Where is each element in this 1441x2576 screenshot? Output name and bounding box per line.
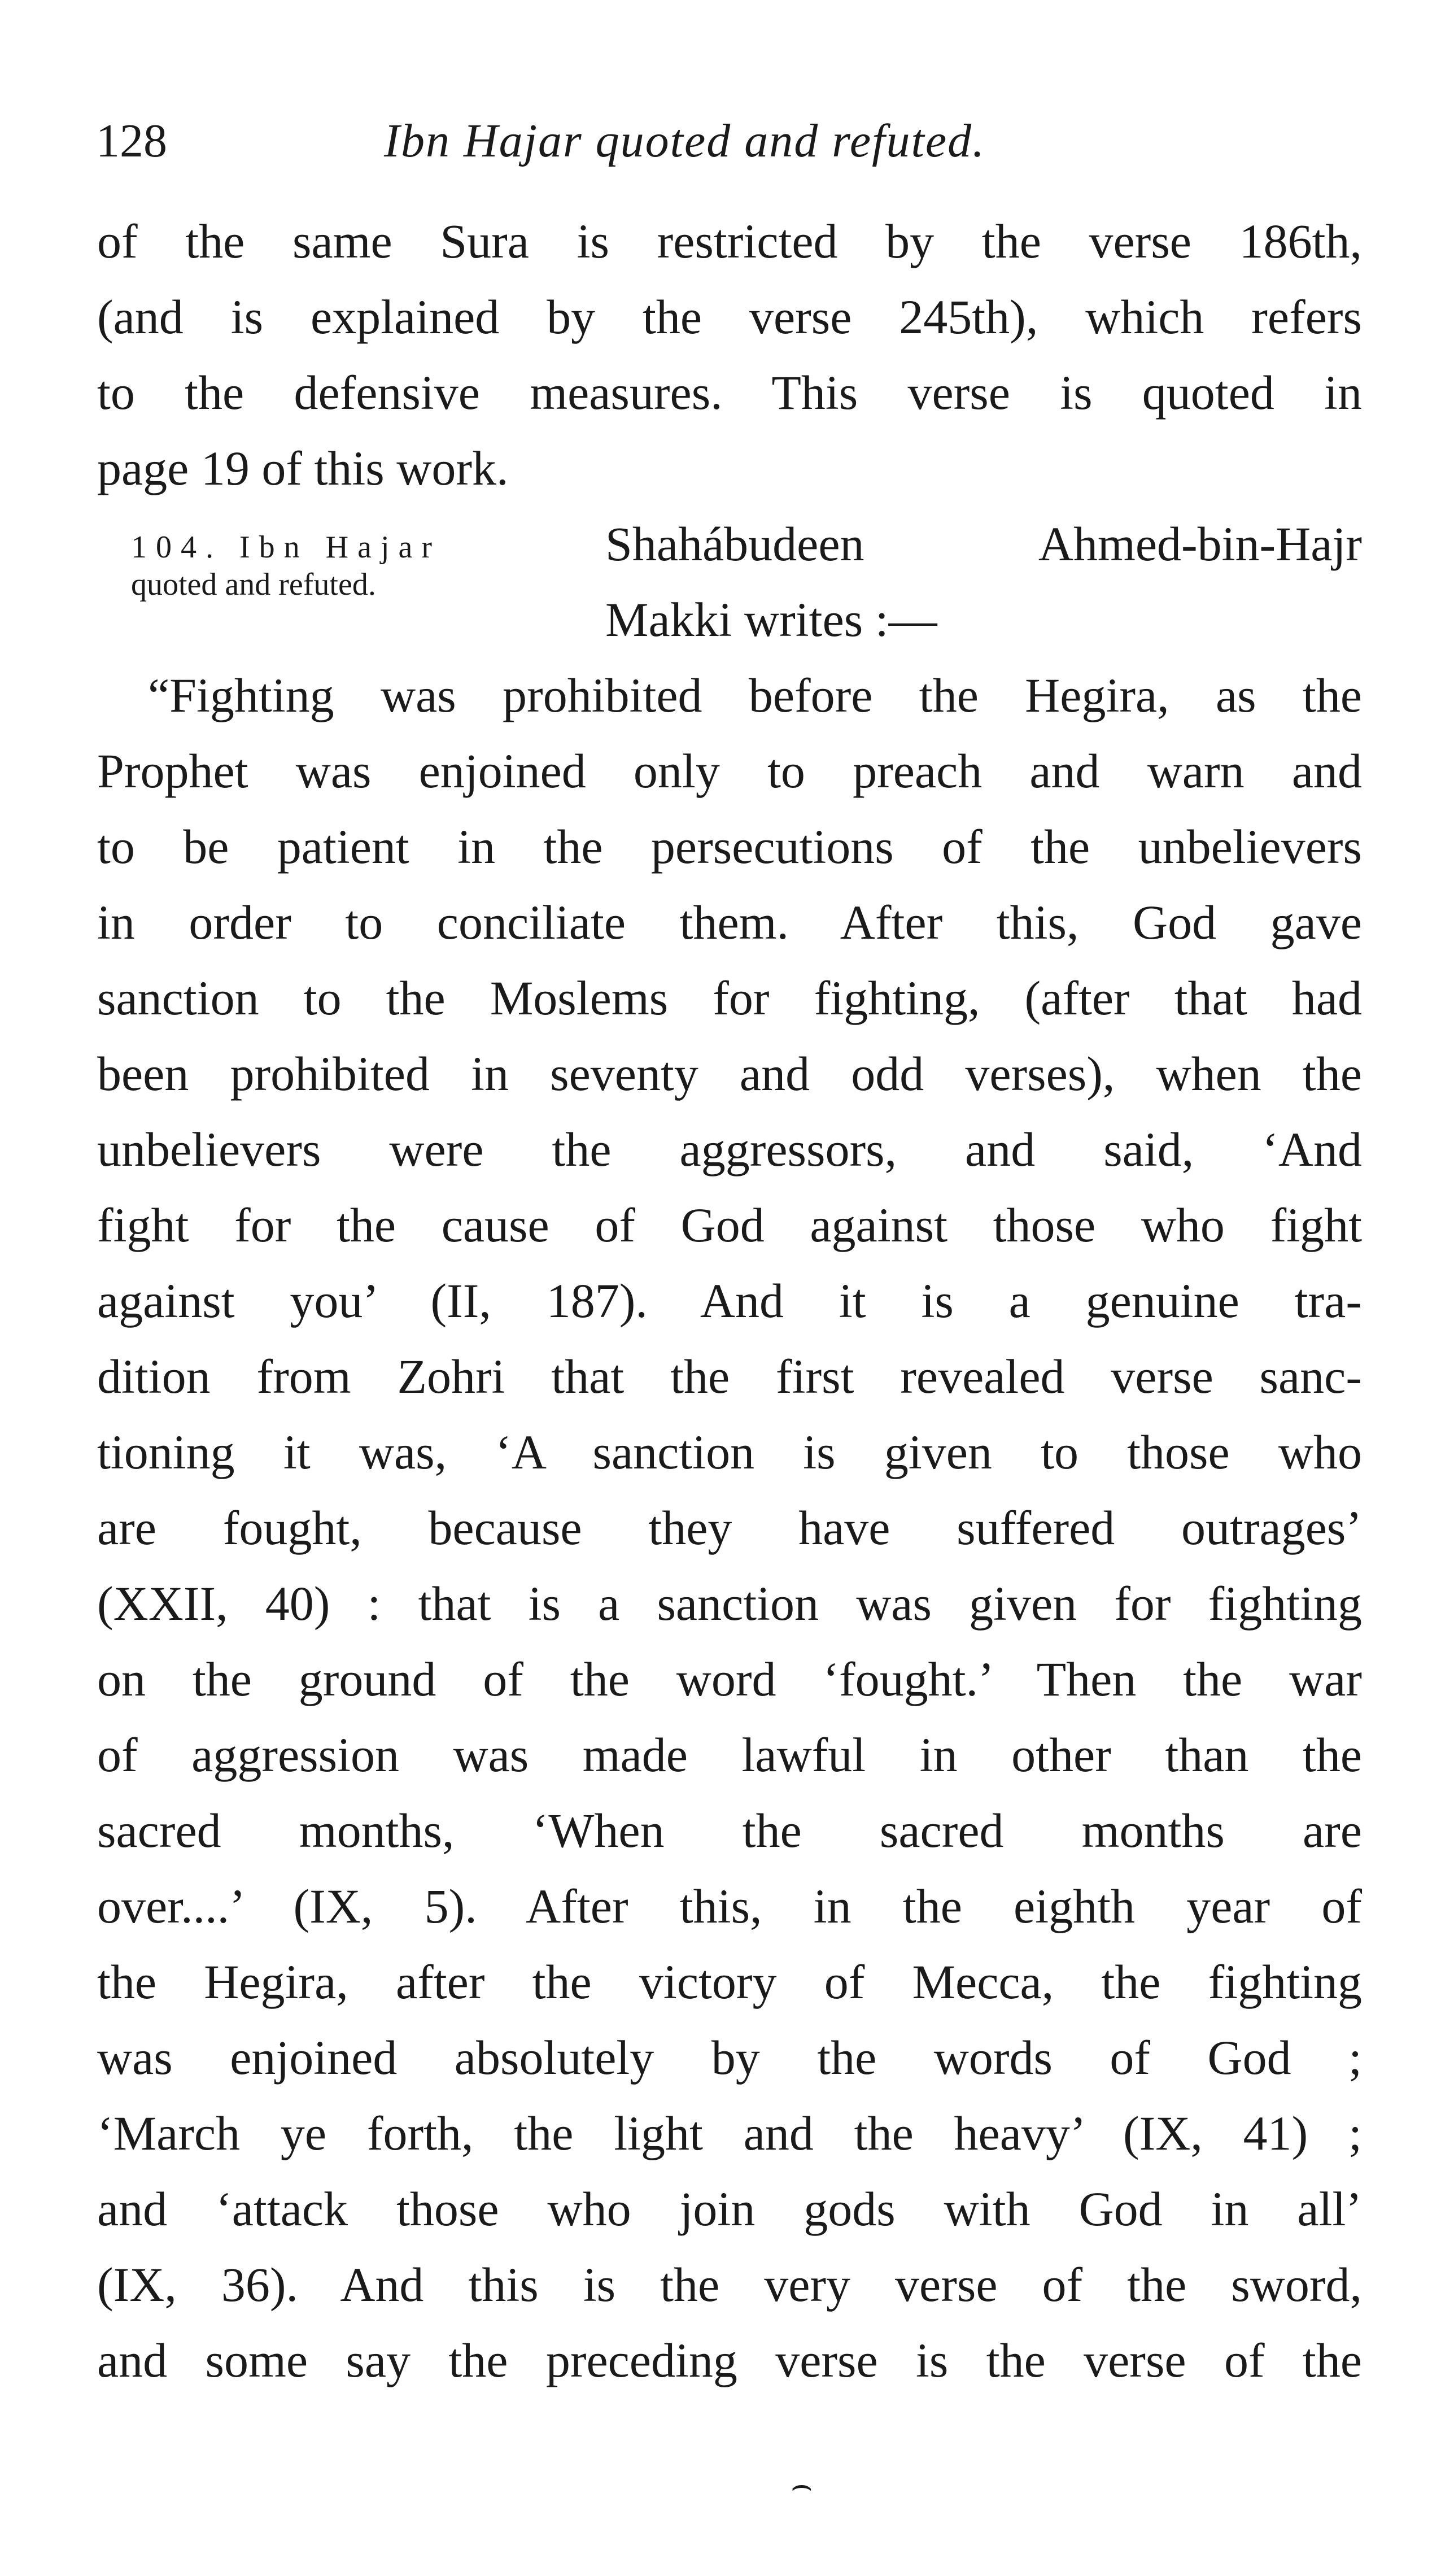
text-line: the Hegira, after the victory of Mecca, the fighting <box>97 1955 1362 2009</box>
text-line: against you’ (II, 187). And it is a genuine tra- <box>97 1274 1362 1328</box>
page-body <box>97 203 1362 2398</box>
signature-mark: ⌢ <box>791 2465 813 2505</box>
text-line: Prophet was enjoined only to preach and warn and <box>97 744 1362 798</box>
text-line: of the same Sura is restricted by the verse 186th, <box>97 214 1362 268</box>
text-line: in order to conciliate them. After this, God gave <box>97 895 1362 949</box>
text-line: over....’ (IX, 5). After this, in the eighth year of <box>97 1879 1362 1933</box>
text-line: Shahábudeen Ahmed-bin-Hajr <box>605 517 1362 571</box>
section-intro <box>605 506 1362 657</box>
text-line: sacred months, ‘When the sacred months are <box>97 1803 1362 1858</box>
text-line: dition from Zohri that the first revealed verse sanc- <box>97 1349 1362 1403</box>
text-line: was enjoined absolutely by the words of God ; <box>97 2030 1362 2085</box>
running-head: Ibn Hajar quoted and refuted. <box>384 115 986 167</box>
text-line: are fought, because they have suffered outrages’ <box>97 1501 1362 1555</box>
margin-note <box>131 529 560 603</box>
page-number: 128 <box>96 115 167 167</box>
text-line: (IX, 36). And this is the very verse of the sword, <box>97 2257 1362 2312</box>
text-line: ‘March ye forth, the light and the heavy’ (IX, 41) ; <box>97 2106 1362 2160</box>
text-line: on the ground of the word ‘fought.’ Then the war <box>97 1652 1362 1706</box>
text-line: tioning it was, ‘A sanction is given to those who <box>97 1425 1362 1479</box>
text-line: unbelievers were the aggressors, and said, ‘And <box>97 1122 1362 1176</box>
margin-note-line: 104. Ibn Hajar <box>131 530 442 565</box>
text-line: and ‘attack those who join gods with God in all’ <box>97 2182 1362 2236</box>
text-line: and some say the preceding verse is the verse of the <box>97 2333 1362 2387</box>
text-line: to be patient in the persecutions of the unbelievers <box>97 820 1362 874</box>
text-line: of aggression was made lawful in other than the <box>97 1728 1362 1782</box>
text-line: fight for the cause of God against those who fight <box>97 1198 1362 1252</box>
text-line: Makki writes :— <box>605 592 937 647</box>
page-header <box>96 110 1378 172</box>
margin-note-line: quoted and refuted. <box>131 567 376 602</box>
text-line: been prohibited in seventy and odd verses), when the <box>97 1047 1362 1101</box>
text-line: sanction to the Moslems for fighting, (after that had <box>97 971 1362 1025</box>
text-line: to the defensive measures. This verse is quoted in <box>97 365 1362 420</box>
section-heading-row <box>97 506 1362 657</box>
text-line: “Fighting was prohibited before the Hegira, as the <box>148 668 1362 722</box>
text-line: (and is explained by the verse 245th), which refers <box>97 290 1362 344</box>
text-line: (XXII, 40) : that is a sanction was given for fighting <box>97 1576 1362 1631</box>
text-line: page 19 of this work. <box>97 441 509 495</box>
